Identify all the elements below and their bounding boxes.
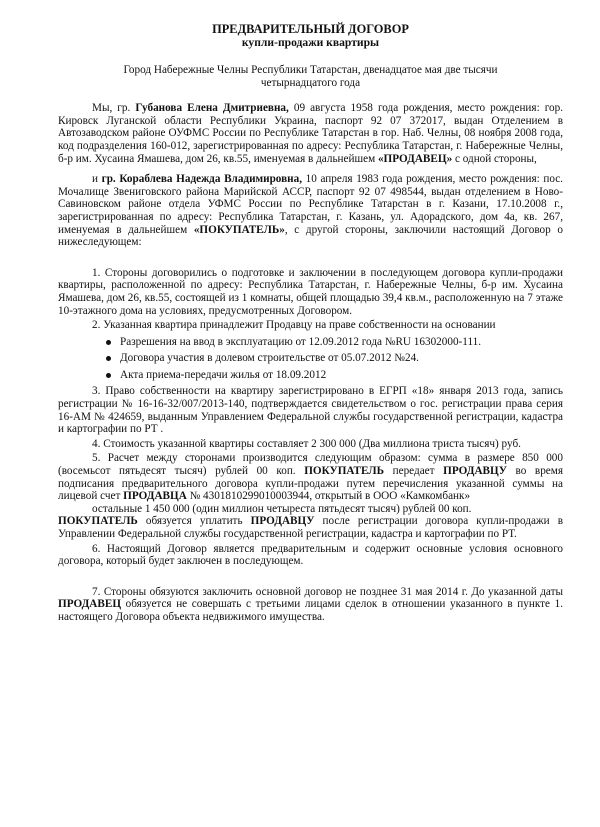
seller-term: ПРОДАВЦУ bbox=[443, 465, 507, 478]
buyer-term: ПОКУПАТЕЛЬ bbox=[58, 515, 138, 528]
clause-5-text: передает bbox=[384, 465, 444, 478]
clause-5-continued: остальные 1 450 000 (один миллион четыреста пятьдесят тысяч) рублей 00 коп. bbox=[92, 502, 472, 515]
clause-5-text: обязуется уплатить bbox=[137, 515, 251, 528]
clause-3: 3. Право собственности на квартиру зарегистрировано в ЕГРП «18» января 2013 года, запись регистрации № 16-16-32/007/2013-140, подтверждается свидетельством о гос. регистрации права серия 16-АМ № 424659, выданным Управлением Федеральной службы государственной регистрации, кадастра и картографии по РТ . bbox=[58, 385, 563, 436]
seller-details: 09 августа 1958 года рождения, место рождения: гор. Кировск Луганской области Республики Украина, паспорт 92 07 372017, выдан Отделением в Автозаводском районе ОУФМС России по Республике Татарстан в гор. Наб. Челны, 08 ноября 2008 года, код подразделения 160-012, зарегистрированная по адресу: Республика Татарстан, г. Набережные Челны, б-р им. Хусаина Ямашева, дом 26, кв.55, именуемая в дальнейшем bbox=[58, 102, 564, 165]
seller-term: ПРОДАВЦА bbox=[123, 490, 187, 503]
buyer-term: ПОКУПАТЕЛЬ bbox=[304, 465, 385, 478]
list-item: Разрешения на ввод в эксплуатацию от 12.09.2012 года №RU 16302000-111. bbox=[120, 336, 563, 349]
place-date-line: Город Набережные Челны Республики Татарстан, двенадцатое мая две тысячи четырнадцатого года bbox=[123, 64, 498, 89]
buyer-suffix: , с другой стороны, заключили настоящий Договор о нижеследующем: bbox=[58, 223, 563, 249]
clause-7-text: обязуется не совершать с третьими лицами сделок в отношении указанного в пункте 1. настоящего Договора объекта недвижимого имущества. bbox=[58, 598, 563, 623]
clause-7 bbox=[58, 586, 563, 624]
basis-list bbox=[58, 336, 563, 382]
clause-7-text: 7. Стороны обязуются заключить основной договор не позднее 31 мая 2014 г. До указанной даты bbox=[92, 585, 563, 598]
clause-5 bbox=[58, 452, 563, 502]
seller-suffix: с одной стороны, bbox=[452, 152, 537, 165]
clause-1: 1. Стороны договорились о подготовке и заключении в последующем договора купли-продажи квартиры, расположенной по адресу: Республика Татарстан, г. Набережные Челны, б-р им. Хусаина Ямашева, дом 26, кв.55, состоящей из 1 комнаты, общей площадью 39,4 кв.м., расположенную на 7 этаже 10-этажного дома на условиях, предусмотренных Договором. bbox=[58, 266, 563, 317]
buyer-role: «ПОКУПАТЕЛЬ» bbox=[193, 223, 285, 236]
document-title: ПРЕДВАРИТЕЛЬНЫЙ ДОГОВОР bbox=[212, 22, 409, 36]
buyer-name: гр. Кораблева Надежда Владимировна, bbox=[101, 173, 302, 186]
clause-5-text: во время подписания предварительного договора купли-продажи путем перечисления указанной суммы на лицевой счет bbox=[58, 465, 563, 503]
clause-4: 4. Стоимость указанной квартиры составляет 2 300 000 (Два миллиона триста тысяч) руб. bbox=[92, 437, 521, 450]
seller-term: ПРОДАВЕЦ bbox=[58, 598, 122, 611]
buyer-details: 10 апреля 1983 года рождения, место рождения: пос. Мочалище Звениговского района Марийской АССР, паспорт 92 07 498544, выдан отделением в Ново-Савиновском районе отдела УФМС России по Республике Татарстан в г. Казани, 17.10.2008 г., зарегистрированная по адресу: Республика Татарстан, г. Казань, ул. Адорадского, дом 4а, кв. 267, именуемая в дальнейшем bbox=[58, 173, 563, 236]
buyer-paragraph bbox=[58, 173, 563, 249]
clause-5-text: после регистрации договора купли-продажи в Управлении Федеральной службы государственной регистрации, кадастра и картографии по РТ. bbox=[58, 515, 564, 540]
clause-5-text: 5. Расчет между сторонами производится следующим образом: сумма в размере 850 000 (восемьсот пятьдесят тысяч) рублей 00 коп. bbox=[58, 452, 563, 478]
clause-5-text: № 4301810299010003944, открытый в ООО «Камкомбанк» bbox=[186, 490, 471, 503]
document-page bbox=[58, 22, 563, 624]
seller-term: ПРОДАВЦУ bbox=[250, 515, 315, 528]
seller-paragraph bbox=[58, 102, 563, 165]
seller-prefix: Мы, гр. bbox=[92, 102, 136, 115]
list-item: Договора участия в долевом строительстве от 05.07.2012 №24. bbox=[120, 352, 563, 365]
clause-6: 6. Настоящий Договор является предварительным и содержит основные условия основного договора, который будет заключен в последующем. bbox=[58, 542, 563, 568]
seller-name: Губанова Елена Дмитриевна, bbox=[135, 102, 289, 115]
clause-5-continued-2 bbox=[58, 515, 563, 540]
document-subtitle: купли-продажи квартиры bbox=[241, 36, 380, 49]
seller-role: «ПРОДАВЕЦ» bbox=[377, 152, 453, 165]
clause-2: 2. Указанная квартира принадлежит Продавцу на праве собственности на основании bbox=[92, 319, 496, 332]
list-item: Акта приема-передачи жилья от 18.09.2012 bbox=[120, 369, 563, 382]
buyer-prefix: и bbox=[92, 173, 102, 186]
